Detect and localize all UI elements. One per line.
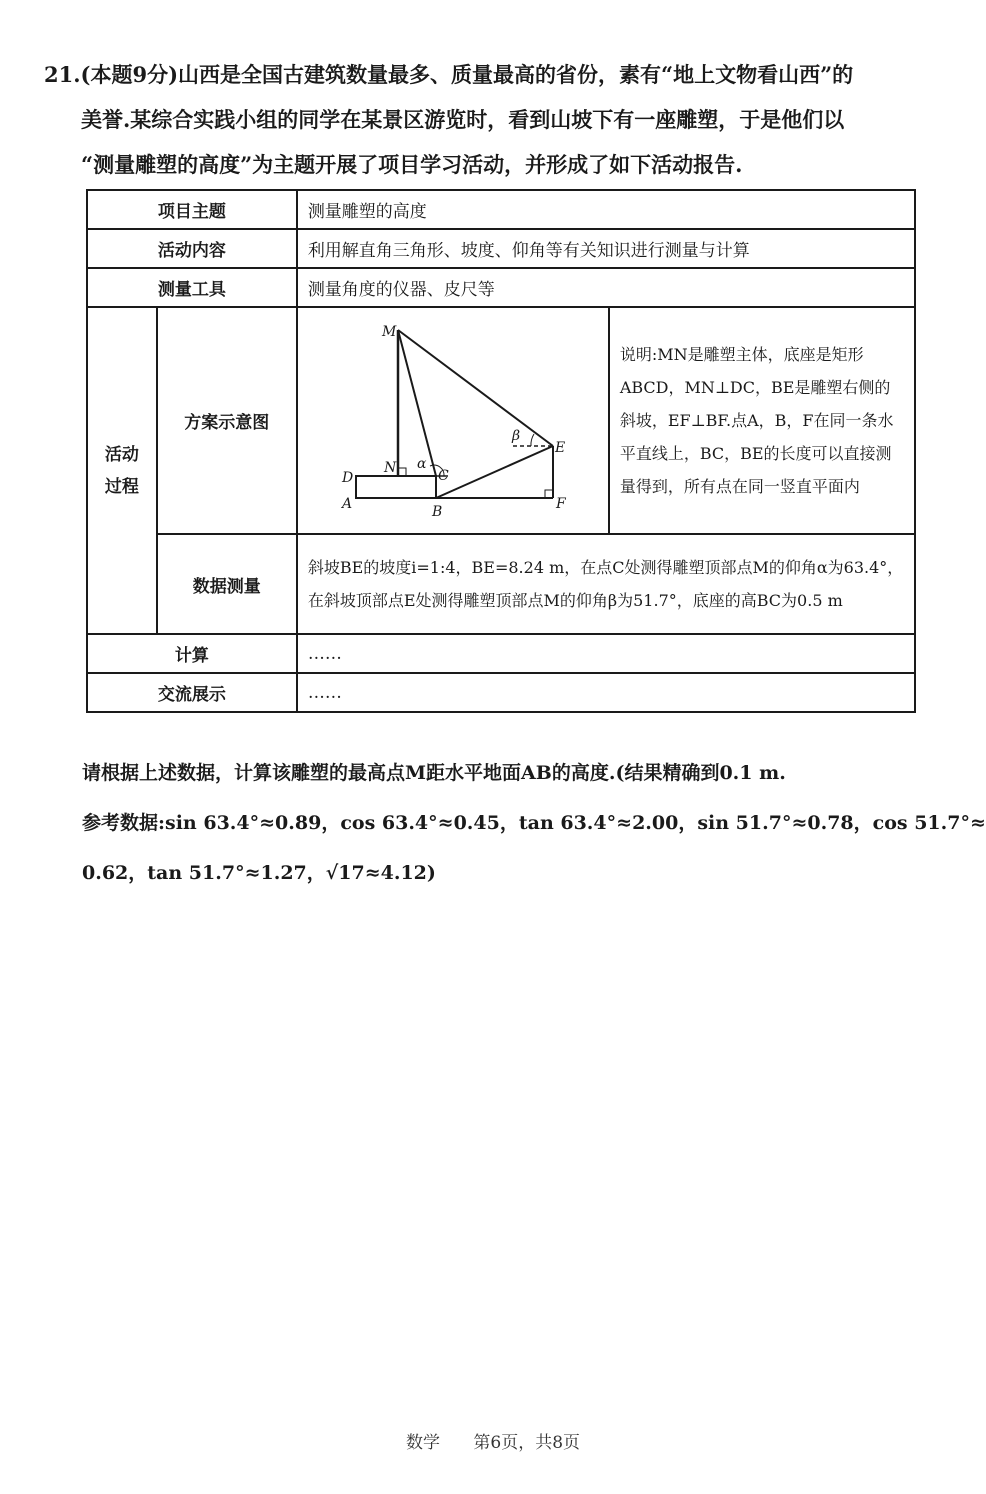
footer-page-number: 第6页，共8页	[473, 1433, 581, 1453]
request-line-3: 0.62，tan 51.7°≈1.27，√17≈4.12)	[82, 862, 436, 884]
base-rectangle	[356, 476, 436, 498]
tools-value: 测量角度的仪器、皮尺等	[297, 268, 915, 307]
content-value: 利用解直角三角形、坡度、仰角等有关知识进行测量与计算	[297, 229, 915, 268]
calc-label: 计算	[87, 634, 297, 673]
line-ME	[398, 330, 553, 446]
topic-label: 项目主题	[87, 190, 297, 229]
slope-BE	[436, 446, 553, 498]
calc-value: ……	[297, 634, 915, 673]
question-line-1: 21.(本题9分)山西是全国古建筑数量最多、质量最高的省份，素有“地上文物看山西”的	[44, 62, 854, 87]
label-alpha: α	[416, 456, 427, 472]
diagram-label: 方案示意图	[157, 307, 297, 534]
geometry-diagram	[298, 308, 608, 528]
process-label: 活动过程	[87, 307, 157, 634]
data-value: 斜坡BE的坡度i=1:4，BE=8.24 m，在点C处测得雕塑顶部点M的仰角α为63.4°，在斜坡顶部点E处测得雕塑顶部点M的仰角β为51.7°，底座的高BC为0.5 m	[297, 534, 915, 634]
share-label: 交流展示	[87, 673, 297, 712]
diagram-note: 说明:MN是雕塑主体，底座是矩形ABCD，MN⊥DC，BE是雕塑右侧的斜坡，EF⊥BF.点A，B，F在同一条水平直线上，BC，BE的长度可以直接测量得到，所有点在同一竖直平面内	[609, 307, 915, 534]
line-MC	[398, 330, 436, 476]
question-line-2: 美誉.某综合实践小组的同学在某景区游览时，看到山坡下有一座雕塑，于是他们以	[81, 107, 845, 132]
tools-label: 测量工具	[87, 268, 297, 307]
label-C: C	[437, 468, 449, 484]
activity-report-table	[86, 189, 916, 713]
page-footer	[0, 1428, 986, 1453]
request-line-1: 请根据上述数据，计算该雕塑的最高点M距水平地面AB的高度.(结果精确到0.1 m.	[82, 762, 786, 784]
label-beta: β	[511, 428, 520, 444]
scheme-diagram	[297, 307, 609, 534]
question-intro	[44, 52, 934, 187]
footer-subject: 数学	[405, 1433, 440, 1453]
question-request	[82, 748, 986, 898]
right-angle-F	[545, 490, 553, 498]
request-line-2: 参考数据:sin 63.4°≈0.89，cos 63.4°≈0.45，tan 63.4°≈2.00，sin 51.7°≈0.78，cos 51.7°≈	[82, 812, 986, 834]
data-label: 数据测量	[157, 534, 297, 634]
topic-value: 测量雕塑的高度	[297, 190, 915, 229]
beta-arc	[531, 434, 534, 446]
label-E: E	[554, 440, 566, 456]
label-N: N	[383, 460, 397, 476]
label-F: F	[555, 496, 566, 512]
label-M: M	[381, 324, 397, 340]
label-B: B	[431, 504, 443, 520]
label-D: D	[341, 470, 354, 486]
label-A: A	[341, 496, 352, 512]
question-line-3: “测量雕塑的高度”为主题开展了项目学习活动，并形成了如下活动报告.	[81, 152, 743, 177]
share-value: ……	[297, 673, 915, 712]
content-label: 活动内容	[87, 229, 297, 268]
